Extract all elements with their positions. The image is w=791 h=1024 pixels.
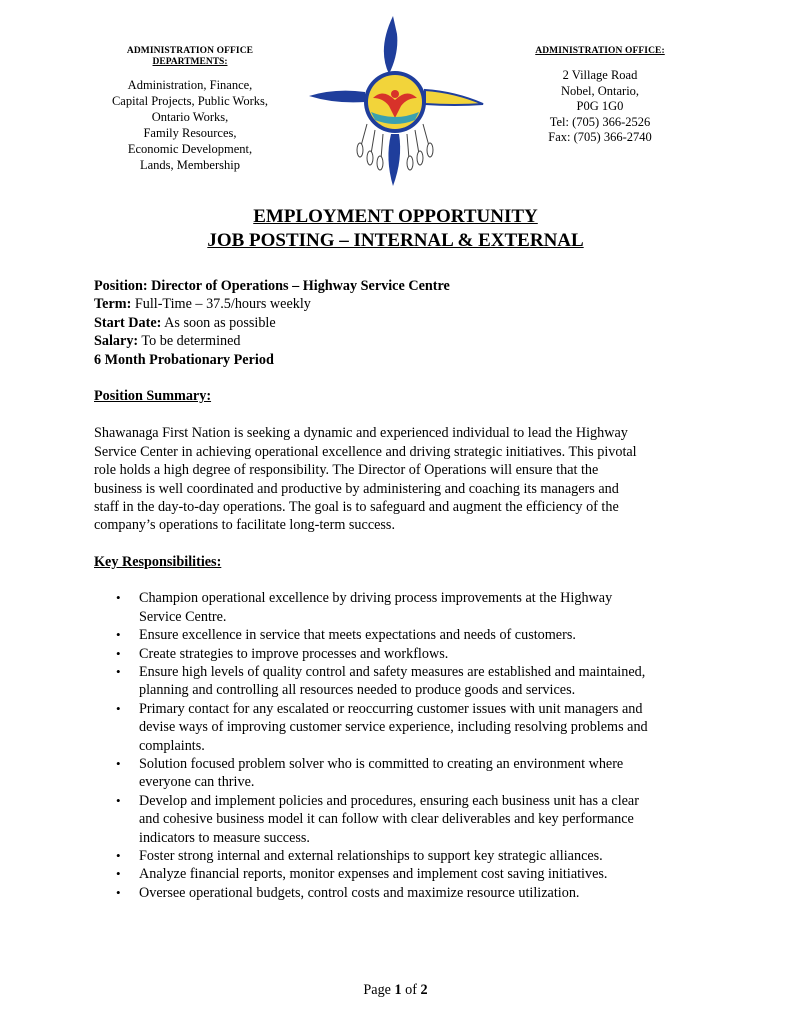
bullet-icon: •: [116, 590, 121, 606]
bullet-icon: •: [116, 884, 121, 900]
departments-block: [95, 46, 285, 173]
start-date-label: Start Date:: [94, 314, 162, 331]
page-footer: [0, 982, 791, 999]
logo-bird-head: [391, 90, 399, 98]
fax-line: Fax: (705) 366-2740: [548, 130, 652, 144]
salary-line: [94, 332, 714, 350]
office-address: [500, 68, 700, 146]
responsibility-item: [94, 755, 714, 792]
salary-label: Salary:: [94, 333, 139, 350]
salary-value: To be determined: [138, 333, 241, 350]
bullet-icon: •: [116, 792, 121, 808]
start-date-value: As soon as possible: [161, 314, 276, 331]
logo-top-spike: [384, 16, 397, 74]
departments-list: [95, 77, 285, 173]
page-total: 2: [420, 982, 428, 998]
responsibility-item: [94, 645, 714, 663]
responsibility-line: everyone can thrive.: [139, 774, 255, 791]
term-line: [94, 295, 714, 313]
department-line: Ontario Works,: [151, 110, 229, 124]
summary-line: Service Center in achieving operational excellence and driving strategic initiatives. This pivotal: [94, 443, 637, 460]
responsibility-item: [94, 884, 714, 902]
responsibility-item: [94, 589, 714, 626]
address-line: P0G 1G0: [576, 99, 624, 113]
start-date-line: [94, 314, 714, 332]
responsibility-line: Oversee operational budgets, control costs and maximize resource utilization.: [139, 884, 580, 901]
responsibility-line: Primary contact for any escalated or reoccurring customer issues with unit managers and: [139, 700, 643, 717]
position-line: [94, 277, 714, 295]
departments-title-line2: DEPARTMENTS:: [152, 57, 228, 67]
department-line: Economic Development,: [127, 142, 253, 156]
position-summary-text: [94, 424, 714, 534]
title-line2: JOB POSTING – INTERNAL & EXTERNAL: [207, 230, 584, 251]
responsibility-line: Ensure excellence in service that meets expectations and needs of customers.: [139, 627, 576, 644]
document-title: [0, 205, 791, 253]
title-line1: EMPLOYMENT OPPORTUNITY: [253, 206, 538, 227]
bullet-icon: •: [116, 755, 121, 771]
office-address-block: [500, 46, 700, 146]
logo-right-spike: [425, 90, 483, 105]
logo-bottom-spike: [388, 134, 400, 186]
bullet-icon: •: [116, 847, 121, 863]
department-line: Administration, Finance,: [127, 78, 253, 92]
logo-left-spike: [309, 91, 365, 103]
responsibility-item: [94, 626, 714, 644]
position-label: Position:: [94, 278, 148, 294]
summary-line: role holds a high degree of responsibility. The Director of Operations will ensure that the: [94, 462, 599, 479]
position-summary-heading: Position Summary:: [94, 388, 212, 405]
page-current: 1: [394, 982, 402, 998]
probation-line: 6 Month Probationary Period: [94, 351, 274, 368]
term-label: Term:: [94, 296, 132, 313]
responsibilities-list: [94, 589, 714, 902]
departments-title-line1: ADMINISTRATION OFFICE: [126, 46, 254, 56]
responsibility-line: Create strategies to improve processes and workflows.: [139, 645, 449, 662]
address-line: 2 Village Road: [562, 68, 638, 82]
position-value: Director of Operations – Highway Service Centre: [147, 278, 450, 294]
summary-line: company’s operations to facilitate long-term success.: [94, 517, 395, 534]
term-value: Full-Time – 37.5/hours weekly: [131, 296, 311, 313]
department-line: Lands, Membership: [140, 158, 240, 172]
responsibility-item: [94, 847, 714, 865]
responsibility-item: [94, 663, 714, 700]
responsibility-line: Foster strong internal and external relationships to support key strategic alliances.: [139, 847, 603, 864]
department-line: Capital Projects, Public Works,: [111, 94, 269, 108]
bullet-icon: •: [116, 866, 121, 882]
address-line: Nobel, Ontario,: [560, 83, 640, 98]
bullet-icon: •: [116, 645, 121, 661]
responsibility-line: Analyze financial reports, monitor expenses and implement cost saving initiatives.: [139, 866, 608, 883]
responsibility-line: Champion operational excellence by driving process improvements at the Highway: [139, 590, 613, 607]
responsibility-item: [94, 865, 714, 883]
bullet-icon: •: [116, 700, 121, 716]
office-title: ADMINISTRATION OFFICE:: [535, 46, 665, 56]
department-line: Family Resources,: [143, 126, 237, 140]
responsibility-line: devise ways of improving customer service experience, including resolving problems and: [139, 719, 648, 736]
responsibility-line: Solution focused problem solver who is committed to creating an environment where: [139, 755, 624, 772]
document-body: [94, 277, 714, 902]
first-nation-logo: [305, 14, 485, 189]
responsibility-line: indicators to measure success.: [139, 829, 310, 846]
responsibility-line: Develop and implement policies and procedures, ensuring each business unit has a clear: [139, 792, 639, 809]
bullet-icon: •: [116, 663, 121, 679]
responsibility-line: complaints.: [139, 737, 205, 754]
page-of-word: of: [401, 982, 421, 998]
responsibility-line: Ensure high levels of quality control and safety measures are established and maintained,: [139, 663, 646, 680]
responsibility-line: planning and controlling all resources needed to produce goods and services.: [139, 682, 576, 699]
responsibility-item: [94, 700, 714, 755]
phone-line: Tel: (705) 366-2526: [549, 114, 651, 129]
key-responsibilities-heading: Key Responsibilities:: [94, 553, 222, 570]
responsibility-item: [94, 792, 714, 847]
responsibility-line: and cohesive business model it can follow with clear deliverables and key performance: [139, 811, 634, 828]
summary-line: staff in the day-to-day operations. The goal is to safeguard and augment the efficiency of the: [94, 499, 619, 516]
summary-line: business is well coordinated and productive by administering and coaching its managers and: [94, 480, 619, 497]
bullet-icon: •: [116, 627, 121, 643]
page-word: Page: [363, 982, 395, 998]
summary-line: Shawanaga First Nation is seeking a dynamic and experienced individual to lead the Highway: [94, 425, 628, 442]
responsibility-line: Service Centre.: [139, 608, 227, 625]
